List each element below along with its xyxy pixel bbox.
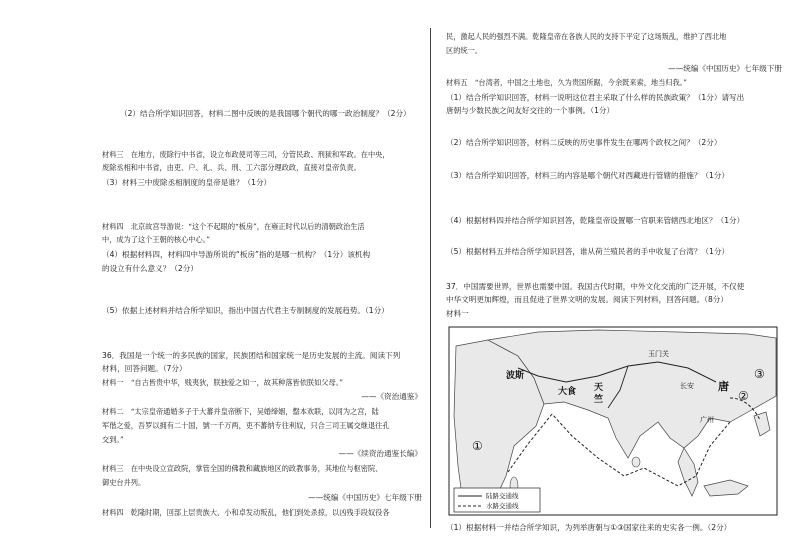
r-question-3: （3）结合所学知识回答，材料三的内容是哪个朝代对西藏进行管辖的措施？（1分） xyxy=(446,171,730,180)
trade-route-map xyxy=(448,326,778,516)
material-36-2-line-1: 材料二 “太宗皇帝通婚多子于大蕃并皇帝断下，吴婚缔姻，罄本欢联，以同为之宫，陆 xyxy=(102,407,379,416)
question-4-line-1: （4）根据材料四，材料四中导游所说的“板房”指的是哪一机构？（1分）该机构 xyxy=(102,250,371,259)
continued-text-line-2: 区的统一。 xyxy=(446,46,482,55)
label-marker-3: ③ xyxy=(754,367,765,381)
material-37-1-label: 材料一 xyxy=(446,309,469,318)
column-divider xyxy=(430,28,431,528)
question-2-text: （2）结合所学知识回答，材料二图中反映的是我国哪个朝代的哪一政治制度？（2分） xyxy=(120,109,411,118)
material-36-2-line-3: 交到。” xyxy=(102,435,124,444)
question-36-line-1: 36．我国是一个统一的多民族的国家，民族团结和国家统一是历史发展的主流。阅读下列 xyxy=(102,351,401,360)
continued-text-line-1: 民，激起人民的强烈不满。乾隆皇帝在各族人民的支持下平定了这场叛乱，维护了西北地 xyxy=(446,32,727,41)
material-4-line-2: 中，成为了这个王朝的核心中心。” xyxy=(102,235,210,244)
label-guangzhou: 广州 xyxy=(700,416,714,424)
label-marker-2: ② xyxy=(738,389,749,403)
material-36-1-source: ——《资治通鉴》 xyxy=(361,392,422,401)
r-question-2: （2）结合所学知识回答，材料二反映的历史事件发生在哪两个政权之间？（2分） xyxy=(446,138,722,147)
question-5-text: （5）依据上述材料并结合所学知识，指出中国古代君主专制制度的发展趋势。（1分） xyxy=(102,306,389,315)
question-3-text: （3）材料三中废除丞相制度的皇帝是谁？（1分） xyxy=(102,178,272,187)
material-36-2-source: ——《续资治通鉴长编》 xyxy=(338,449,422,458)
question-36-line-2: 材料，回答问题。（7分） xyxy=(102,364,187,373)
material-36-1: 材料一 “自古皆贵中华，贱夷狄，朕独爱之如一，故其种落皆依朕如父母。” xyxy=(102,378,343,387)
label-yumen: 玉门关 xyxy=(648,350,669,358)
question-37-line-1: 37．中国需要世界，世界也需要中国。我国古代时期，中外文化交流的广泛开展，不仅使 xyxy=(446,282,745,291)
material-3-line-2: 废除丞相和中书省，由吏、户、礼、兵、刑、工六部分理政政，直接对皇帝负责。 xyxy=(102,163,361,172)
r-question-1-line-2: 唐朝与少数民族之间友好交往的一个事例。（1分） xyxy=(446,106,615,115)
legend-land-label: 陆路交通线 xyxy=(486,492,519,500)
r-question-1-line-1: （1）结合所学知识回答，材料一说明这位君主采取了什么样的民族政策？（1分）请写出 xyxy=(446,93,745,102)
material-36-3-line-1: 材料三 在中央设立宣政院，掌管全国的佛教和藏族地区的政教事务，其地位与枢密院、 xyxy=(102,464,383,473)
material-4-line-1: 材料四 北京故宫导游说：“这个不起眼的“板房”，在雍正时代以后的清朝政治生活 xyxy=(102,222,365,231)
question-37-line-2: 中华文明更加辉煌，而且促进了世界文明的发展。阅读下列材料，回答问题。（8分） xyxy=(446,295,728,304)
map-svg xyxy=(448,326,778,516)
r-question-4: （4）根据材料四并结合所学知识回答，乾隆皇帝设置哪一官职来管辖西北地区？（1分） xyxy=(446,216,745,225)
label-zhu: 竺 xyxy=(594,395,604,405)
continued-source: ——统编《中国历史》七年级下册 xyxy=(668,64,782,73)
legend-sea-label: 水路交通线 xyxy=(486,502,519,510)
material-36-2-line-2: 军偕之爱，吾罗以拥有二十国，號一千万两，吏不蕃纳专往利奴，只合三司王属交继退往孔 xyxy=(102,421,390,430)
label-dashi: 大食 xyxy=(558,387,577,397)
material-36-3-source: ——统编《中国历史》七年级下册 xyxy=(308,493,422,502)
label-marker-1: ① xyxy=(472,439,483,453)
material-3-line-1: 材料三 在地方，废除行中书省，设立布政使司等三司，分管民政、刑狱和军政。在中央， xyxy=(102,150,390,159)
label-tian: 天 xyxy=(594,383,604,393)
material-36-3-line-2: 御史台并列。 xyxy=(102,478,146,487)
material-36-4: 材料四 乾隆时期，回部上层贵族大、小和卓发动叛乱，他们到处杀掠，以凶残手段奴役各 xyxy=(102,508,390,517)
question-37-1: （1）根据材料一并结合所学知识，为列举唐朝与①③国家往来的史实各一例。（2分） xyxy=(446,523,732,532)
label-tang: 唐 xyxy=(718,380,729,393)
material-5-text: 材料五 “台湾者，中国之土地也，久为贵国所踞，今余既来索，地当归我。” xyxy=(446,78,687,87)
landmass-sri-lanka xyxy=(632,457,640,467)
label-bosi: 波斯 xyxy=(506,371,525,381)
question-4-line-2: 的设立有什么意义？（2分） xyxy=(102,264,198,273)
r-question-5: （5）根据材料五并结合所学知识回答，谁从荷兰殖民者的手中收复了台湾？（1分） xyxy=(446,247,730,256)
label-changan: 长安 xyxy=(680,382,694,390)
